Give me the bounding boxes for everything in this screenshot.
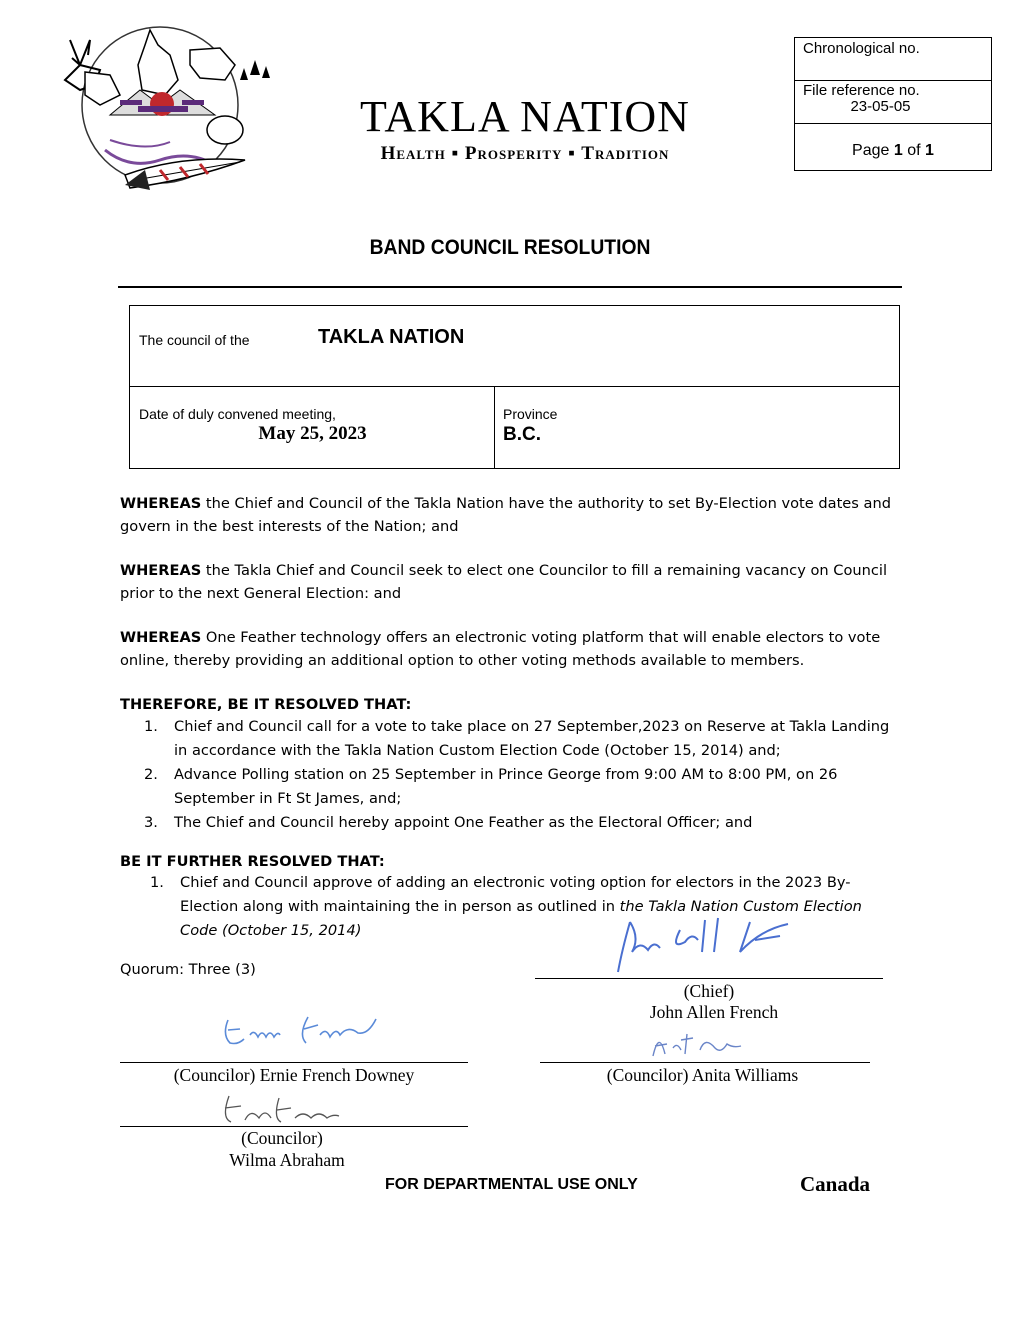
chief-signature-line — [535, 978, 883, 979]
councilor3-signature-image — [215, 1090, 345, 1126]
org-title: TAKLA NATION — [360, 92, 690, 141]
chief-role: (Chief) — [683, 981, 735, 1001]
org-tagline: Health ▪ Prosperity ▪ Tradition — [380, 143, 670, 164]
page-of: of — [907, 142, 921, 159]
councilor2-signature-image — [645, 1026, 745, 1060]
page-indicator — [795, 124, 991, 170]
chief-signature-image — [610, 910, 800, 980]
resolved-list — [144, 715, 904, 835]
page-total: 1 — [925, 142, 934, 159]
departmental-use-label: FOR DEPARTMENTAL USE ONLY — [385, 1176, 638, 1193]
item-number: 2. — [144, 766, 158, 783]
whereas-paragraph-2 — [120, 559, 910, 605]
further-resolved-heading: BE IT FURTHER RESOLVED THAT: — [120, 853, 385, 870]
item-number: 1. — [144, 718, 158, 735]
item-text-italic: the Takla Nation Custom Election Code (October 15, 2014) — [180, 898, 862, 939]
list-item — [144, 811, 904, 835]
councilor3-name: Wilma Abraham — [229, 1150, 345, 1170]
file-reference-cell — [795, 81, 991, 124]
councilor2-label: (Councilor) Anita Williams — [606, 1065, 799, 1085]
councilor2-signature-line — [540, 1062, 870, 1063]
chronological-number-label: Chronological no. — [803, 40, 920, 57]
councilor3-role: (Councilor) — [241, 1128, 323, 1148]
item-text: The Chief and Council hereby appoint One Feather as the Electoral Officer; and — [174, 814, 753, 831]
chief-name: John Allen French — [649, 1002, 779, 1022]
quorum-text: Quorum: Three (3) — [120, 961, 256, 978]
whereas-text: the Chief and Council of the Takla Nation have the authority to set By-Election vote dates and govern in the best interests of the Nation; and — [120, 495, 891, 535]
chronological-number-cell — [795, 38, 991, 81]
council-info-table — [129, 305, 900, 469]
whereas-keyword: WHEREAS — [120, 495, 202, 512]
province-value: B.C. — [503, 424, 541, 445]
item-text: Chief and Council call for a vote to take place on 27 September,2023 on Reserve at Takla Landing in accordance with the Takla Nation Custom Election Code (October 15, 2014) and; — [174, 718, 890, 759]
document-title: BAND COUNCIL RESOLUTION — [369, 236, 651, 259]
item-number: 3. — [144, 814, 158, 831]
file-reference-value: 23-05-05 — [850, 98, 911, 115]
title-divider — [118, 286, 902, 288]
item-text: Advance Polling station on 25 September in Prince George from 9:00 AM to 8:00 PM, on 26 September in Ft St James, and; — [174, 766, 838, 807]
councilor1-signature-image — [218, 1005, 388, 1055]
council-label: The council of the — [139, 332, 250, 348]
list-item — [144, 763, 904, 811]
whereas-paragraph-1 — [120, 492, 910, 538]
council-row — [130, 306, 899, 387]
whereas-keyword: WHEREAS — [120, 629, 202, 646]
canada-wordmark: Canada — [800, 1172, 871, 1196]
province-cell — [495, 387, 899, 468]
file-reference-label: File reference no. — [803, 82, 920, 99]
resolved-heading: THEREFORE, BE IT RESOLVED THAT: — [120, 696, 412, 713]
page-label: Page — [852, 142, 890, 159]
province-label: Province — [503, 406, 558, 422]
takla-nation-logo — [50, 20, 280, 200]
councilor3-signature-line — [120, 1126, 468, 1127]
item-text: Chief and Council approve of adding an electronic voting option for electors in the 2023 By-Election along with maintaining the in person as outlined in — [180, 874, 851, 915]
whereas-text: the Takla Chief and Council seek to elect one Councilor to fill a remaining vacancy on Council prior to the next General Election: and — [120, 562, 888, 602]
whereas-text: One Feather technology offers an electronic voting platform that will enable electors to vote online, thereby providing an additional option to other voting methods available to members. — [120, 629, 881, 669]
councilor1-signature-line — [120, 1062, 468, 1063]
meeting-date-cell — [130, 387, 495, 468]
whereas-keyword: WHEREAS — [120, 562, 202, 579]
item-number: 1. — [150, 874, 164, 891]
council-name: TAKLA NATION — [318, 326, 465, 348]
councilor1-label: (Councilor) Ernie French Downey — [173, 1065, 415, 1085]
whereas-paragraph-3 — [120, 626, 910, 672]
reference-box — [794, 37, 992, 171]
meeting-date-label: Date of duly convened meeting, — [139, 406, 336, 422]
list-item — [144, 715, 904, 763]
page-current: 1 — [893, 142, 903, 159]
meeting-date-value: May 25, 2023 — [258, 423, 367, 444]
